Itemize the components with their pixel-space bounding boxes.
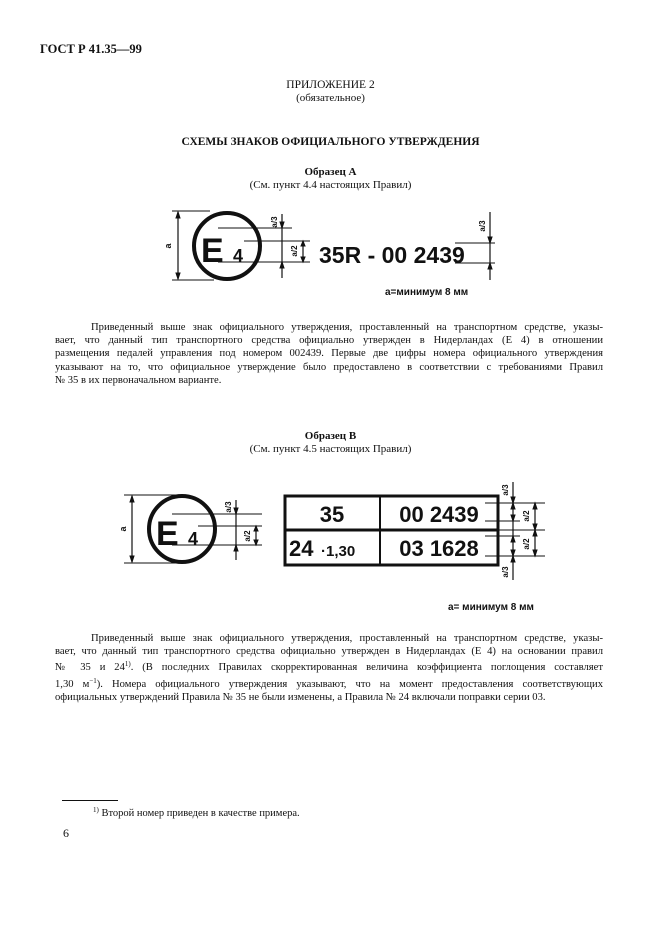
dim-a-label: a xyxy=(163,243,173,249)
approval-number: 35R - 00 2439 xyxy=(319,242,465,268)
dim-a2-top-label: a/2 xyxy=(522,510,531,522)
dim-a2-bottom-label: a/2 xyxy=(522,538,531,550)
footnote xyxy=(93,806,300,819)
sample-a-paragraph: Приведенный выше знак официального утверждения, проставленный на транспортном средстве, указы- вает, что данный тип транспортного средства официально утвержден в Нидерландах (E 4) в отношении размещения педалей управления под номером 002439. Первые две цифры номера официального утверждения указывают на то, что официальное утверждение было предоставлено в соответствии с требованиями Правил № 35 в их первоначальном варианте. xyxy=(55,322,603,386)
appendix-status: (обязательное) xyxy=(296,92,365,104)
sample-a-title: Образец А xyxy=(304,166,357,178)
table-cell-r1c2: 00 2439 xyxy=(399,502,479,527)
mark-country-number: 4 xyxy=(233,246,244,266)
dim-a2-label: a/2 xyxy=(290,245,299,257)
dim-a3-label: a/3 xyxy=(224,501,233,513)
min-size-note: a=минимум 8 мм xyxy=(385,287,469,298)
mark-letter-e: E xyxy=(201,232,224,270)
dim-a2-label: a/2 xyxy=(243,530,252,542)
table-cell-r2c2: 03 1628 xyxy=(399,536,479,561)
sample-b-paragraph: Приведенный выше знак официального утверждения, проставленный на транспортном средстве, указы- вает, что данный тип транспортного средства официально утвержден в Нидерландах (E 4) на основании правил № 35 и 24$^{1)}$. (В последних Правилах скорректированная величина коэффициента поглощения составляет 1,30 $м^{-1}$). Номера официального утверждения указывают, что на момент предоставления соответствующих официальных утверждений Правила № 35 не были изменены, а Правила № 24 включали поправки серии 03. xyxy=(55,633,603,703)
min-size-note: a= минимум 8 мм xyxy=(448,602,534,613)
appendix-label: ПРИЛОЖЕНИЕ 2 xyxy=(286,79,375,91)
mark-country-number: 4 xyxy=(188,529,199,549)
dim-a3-right-label: a/3 xyxy=(478,220,487,232)
table-cell-r2c1-coef: ·1,30 xyxy=(321,543,356,560)
footnote-divider xyxy=(62,800,118,801)
footnote-text: Второй номер приведен в качестве примера. xyxy=(101,808,300,819)
document-code: ГОСТ Р 41.35—99 xyxy=(40,42,142,56)
page-number: 6 xyxy=(63,826,69,840)
sample-b-title: Образец В xyxy=(304,430,357,442)
table-cell-r1c1: 35 xyxy=(319,502,345,527)
section-title: СХЕМЫ ЗНАКОВ ОФИЦИАЛЬНОГО УТВЕРЖДЕНИЯ xyxy=(181,136,480,148)
sample-a-reference: (См. пункт 4.4 настоящих Правил) xyxy=(249,179,412,191)
footnote-marker: 1) xyxy=(93,806,99,814)
mark-letter-e: E xyxy=(156,515,179,553)
dim-a3-top-label: a/3 xyxy=(501,484,510,496)
footnote-ref[interactable]: 1) xyxy=(124,660,131,669)
table-cell-r2c1-reg: 24 xyxy=(289,536,314,561)
sample-b-reference: (См. пункт 4.5 настоящих Правил) xyxy=(249,443,412,455)
dim-a3-bottom-label: a/3 xyxy=(501,566,510,578)
dim-a3-label: a/3 xyxy=(270,216,279,228)
dim-a-label: a xyxy=(118,526,128,532)
